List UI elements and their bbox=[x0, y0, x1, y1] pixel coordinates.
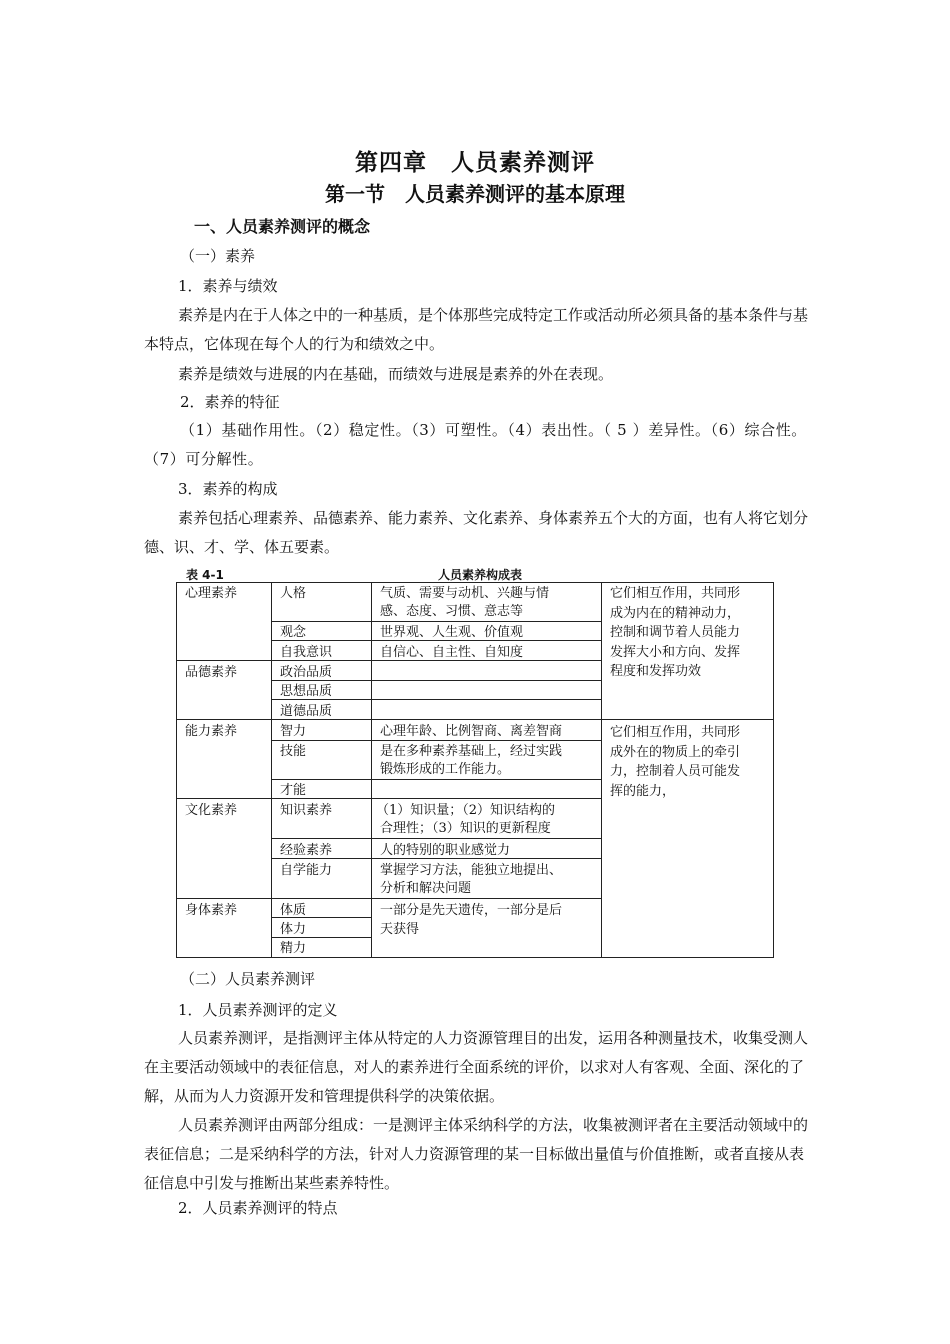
right-note-outer bbox=[610, 723, 740, 801]
subheading-ceping: （二）人员素养测评 bbox=[180, 970, 316, 988]
desc-renge-line2: 感、态度、习惯、意志等 bbox=[380, 604, 524, 619]
desc-zhili: 心理年龄、比例智商、离差智商 bbox=[380, 724, 563, 739]
desc-zixue-line2: 分析和解决问题 bbox=[380, 881, 472, 896]
cat-wenhua: 文化素养 bbox=[185, 803, 238, 818]
section-title: 第一节 人员素养测评的基本原理 bbox=[325, 182, 625, 206]
cat-shenti: 身体素养 bbox=[185, 903, 238, 918]
item-ceping-tedian: 2．人员素养测评的特点 bbox=[178, 1199, 338, 1217]
sub-sixiang: 思想品质 bbox=[280, 684, 333, 699]
item-suyang-jixiao: 1．素养与绩效 bbox=[178, 277, 278, 295]
sub-jineng: 技能 bbox=[280, 744, 307, 759]
desc-jingyan: 人的特别的职业感觉力 bbox=[380, 843, 511, 858]
item-ceping-dingyi: 1．人员素养测评的定义 bbox=[178, 1001, 338, 1019]
sub-zhengzhi: 政治品质 bbox=[280, 665, 333, 680]
sub-tizhi: 体质 bbox=[280, 903, 307, 918]
right-note-inner-line: 程度和发挥功效 bbox=[610, 664, 702, 679]
right-note-outer-line: 挥的能力， bbox=[610, 783, 676, 799]
cat-xinli: 心理素养 bbox=[185, 586, 238, 601]
desc-renge-line1: 气质、需要与动机、兴趣与情 bbox=[380, 586, 550, 601]
suyang-table bbox=[176, 582, 774, 958]
sub-renge: 人格 bbox=[280, 586, 307, 601]
sub-zixue: 自学能力 bbox=[280, 863, 333, 878]
table-title: 人员素养构成表 bbox=[437, 568, 522, 582]
paragraph-suyang-definition: 素养是内在于人体之中的一种基质，是个体那些完成特定工作或活动所必须具备的基本条件与基本特点，它体现在每个人的行为和绩效之中。 bbox=[144, 306, 809, 353]
paragraph-suyang-jixiao: 素养是绩效与进展的内在基础，而绩效与进展是素养的外在表现。 bbox=[178, 365, 614, 383]
desc-jineng-line1: 是在多种素养基础上，经过实践 bbox=[380, 744, 563, 759]
sub-zhishi: 知识素养 bbox=[280, 803, 333, 818]
right-note-inner bbox=[610, 584, 740, 682]
heading-concept: 一、人员素养测评的概念 bbox=[194, 217, 371, 236]
desc-jineng-line2: 锻炼形成的工作能力。 bbox=[380, 762, 511, 777]
desc-zixue-line1: 掌握学习方法，能独立地提出、 bbox=[380, 863, 563, 878]
paragraph-ceping-zucheng: 人员素养测评由两部分组成：一是测评主体采纳科学的方法，收集被测评者在主要活动领域中的表征信息；二是采纳科学的方法，针对人力资源管理的某一目标做出量值与价值推断，或者直接从表征信息中引发与推断出某些素养特性。 bbox=[144, 1116, 809, 1192]
cat-pinde: 品德素养 bbox=[185, 665, 238, 680]
desc-guannian: 世界观、人生观、价值观 bbox=[380, 625, 524, 640]
desc-shenti-line1: 一部分是先天遗传，一部分是后 bbox=[380, 903, 563, 918]
right-note-outer-line: 成外在的物质上的牵引 bbox=[610, 744, 741, 760]
item-suyang-tezheng: 2．素养的特征 bbox=[180, 393, 280, 411]
right-note-outer-line: 力，控制着人员可能发 bbox=[610, 764, 741, 779]
right-note-inner-line: 成为内在的精神动力， bbox=[610, 605, 741, 621]
item-suyang-goucheng: 3．素养的构成 bbox=[178, 480, 278, 498]
right-note-inner-line: 它们相互作用，共同形 bbox=[610, 586, 741, 601]
right-note-inner-line: 控制和调节着人员能力 bbox=[610, 625, 741, 640]
desc-zhishi-line2: 合理性；（3）知识的更新程度 bbox=[380, 821, 551, 836]
paragraph-suyang-goucheng: 素养包括心理素养、品德素养、能力素养、文化素养、身体素养五个大的方面，也有人将它划分德、识、才、学、体五要素。 bbox=[144, 509, 809, 556]
sub-daode: 道德品质 bbox=[280, 704, 333, 719]
sub-jingli: 精力 bbox=[280, 941, 307, 956]
desc-shenti-line2: 天获得 bbox=[380, 922, 420, 937]
sub-zhili: 智力 bbox=[280, 724, 307, 739]
sub-jingyan: 经验素养 bbox=[280, 843, 333, 858]
desc-zhishi-line1: （1）知识量；（2）知识结构的 bbox=[376, 803, 556, 818]
paragraph-suyang-tezheng: （1）基础作用性。（2）稳定性。（3）可塑性。（4）表出性。（ 5 ）差异性。（6）综合性。（7）可分解性。 bbox=[144, 421, 807, 468]
right-note-outer-line: 它们相互作用，共同形 bbox=[610, 725, 741, 740]
subheading-suyang: （一）素养 bbox=[180, 247, 256, 265]
table-label: 表 4-1 bbox=[186, 568, 224, 582]
desc-ziwo: 自信心、自主性、自知度 bbox=[380, 645, 524, 660]
paragraph-ceping-dingyi: 人员素养测评，是指测评主体从特定的人力资源管理目的出发，运用各种测量技术，收集受测人在主要活动领域中的表征信息，对人的素养进行全面系统的评价，以求对人有客观、全面、深化的了解，从而为人力资源开发和管理提供科学的决策依据。 bbox=[144, 1029, 809, 1105]
cat-nengli: 能力素养 bbox=[185, 724, 238, 739]
sub-caineng: 才能 bbox=[280, 783, 307, 798]
chapter-title: 第四章 人员素养测评 bbox=[355, 150, 595, 176]
right-note-inner-line: 发挥大小和方向、发挥 bbox=[610, 644, 741, 660]
sub-tili: 体力 bbox=[280, 922, 307, 937]
sub-ziwo: 自我意识 bbox=[280, 645, 333, 660]
sub-guannian: 观念 bbox=[280, 625, 307, 640]
